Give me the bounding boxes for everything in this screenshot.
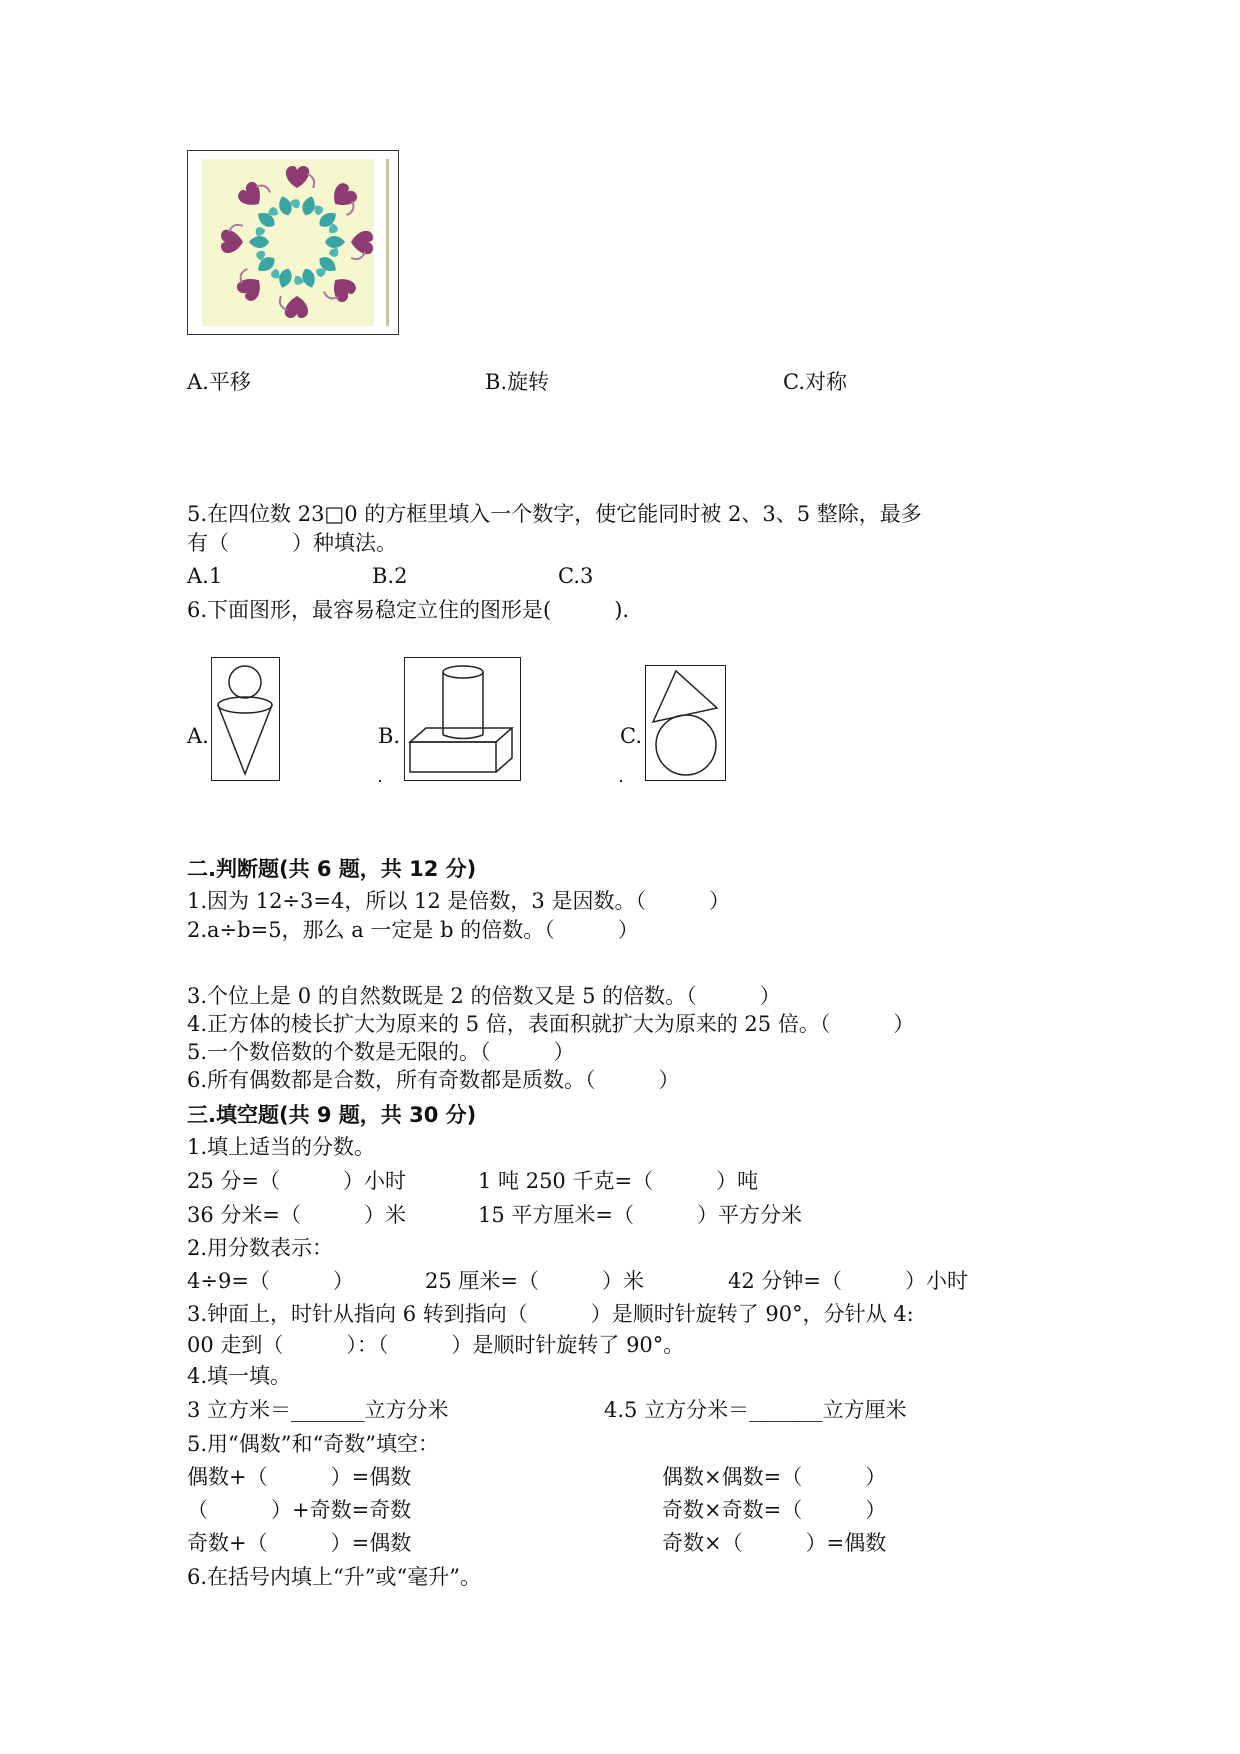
q5-option-c: C.3 — [558, 564, 594, 588]
fill-q5-l1: 偶数+（ ）=偶数 — [187, 1465, 412, 1489]
pattern-petal-outer — [327, 180, 363, 216]
fill-q5-title: 5.用“偶数”和“奇数”填空： — [187, 1432, 439, 1456]
q5-text-line2: 有（ ）种填法。 — [187, 531, 397, 555]
fill-q2-c3: 42 分钟=（ ）小时 — [728, 1269, 968, 1293]
pattern-petal-inner — [325, 236, 345, 257]
pattern-petal-outer — [280, 296, 308, 318]
fill-q1-r2c1: 36 分米=（ ）米 — [187, 1203, 406, 1227]
judge-item-6: 6.所有偶数都是合数，所有奇数都是质数。（ ） — [187, 1068, 680, 1092]
flower-ring-graphic — [188, 151, 398, 334]
judge-item-5: 5.一个数倍数的个数是无限的。（ ） — [187, 1040, 575, 1064]
pattern-petal-outer — [221, 225, 243, 253]
pattern-petal-inner — [300, 194, 326, 219]
fill-q2-c1: 4÷9=（ ） — [187, 1269, 354, 1293]
fill-q1-title: 1.填上适当的分数。 — [187, 1135, 376, 1159]
fill-q2-c2: 25 厘米=（ ）米 — [425, 1269, 644, 1293]
section2-heading: 二.判断题(共 6 题，共 12 分) — [187, 857, 477, 881]
option-c-symmetry: C.对称 — [783, 370, 847, 394]
shape-a-sphere-on-cone — [211, 657, 280, 781]
pattern-petal-outer — [351, 231, 373, 259]
option-b-rotation: B.旋转 — [485, 370, 550, 394]
q6-dot-b — [379, 780, 381, 782]
fill-q5-l3: 奇数+（ ）=偶数 — [187, 1531, 412, 1555]
q5-text-line1: 5.在四位数 23□0 的方框里填入一个数字，使它能同时被 2、3、5 整除，最多 — [187, 502, 922, 526]
pattern-petal-outer — [235, 176, 271, 212]
section3-heading: 三.填空题(共 9 题，共 30 分) — [187, 1103, 477, 1127]
fill-q5-l2: （ ）+奇数=奇数 — [187, 1498, 412, 1522]
fill-q4-title: 4.填一填。 — [187, 1364, 292, 1388]
q6-text: 6.下面图形，最容易稳定立住的图形是( ). — [187, 598, 630, 622]
fill-q5-r1: 偶数×偶数=（ ） — [662, 1465, 887, 1489]
q6-label-a: A. — [187, 724, 209, 748]
fill-q2-title: 2.用分数表示： — [187, 1236, 334, 1260]
pattern-petal-inner — [249, 227, 269, 248]
q5-option-b: B.2 — [372, 564, 408, 588]
fill-q1-r1c2: 1 吨 250 千克=（ ）吨 — [478, 1169, 759, 1193]
fill-q1-r1c1: 25 分=（ ）小时 — [187, 1169, 406, 1193]
fill-q5-r3: 奇数×（ ）=偶数 — [662, 1531, 887, 1555]
fill-q5-r2: 奇数×奇数=（ ） — [662, 1498, 887, 1522]
pattern-petal-outer — [286, 166, 314, 188]
fill-q4-c2: 4.5 立方分米＝_______立方厘米 — [604, 1398, 907, 1422]
fill-q3-line2: 00 走到（ ）：（ ）是顺时针旋转了 90°。 — [187, 1333, 685, 1357]
pattern-petal-inner — [268, 264, 294, 289]
pattern-petal-inner — [276, 192, 302, 217]
pattern-petal-outer — [231, 268, 267, 304]
fill-q1-r2c2: 15 平方厘米=（ ）平方分米 — [478, 1203, 802, 1227]
q6-label-b: B. — [378, 724, 401, 748]
shape-b-cylinder-on-box — [404, 657, 521, 781]
judge-item-1: 1.因为 12÷3=4，所以 12 是倍数，3 是因数。（ ） — [187, 889, 730, 913]
pattern-petal-inner — [291, 267, 317, 292]
fill-q3-line1: 3.钟面上，时针从指向 6 转到指向（ ）是顺时针旋转了 90°，分针从 4: — [187, 1302, 914, 1326]
judge-item-2: 2.a÷b=5，那么 a 一定是 b 的倍数。（ ） — [187, 918, 639, 942]
fill-q6-title: 6.在括号内填上“升”或“毫升”。 — [187, 1565, 481, 1589]
judge-item-4: 4.正方体的棱长扩大为原来的 5 倍，表面积就扩大为原来的 25 倍。（ ） — [187, 1012, 915, 1036]
judge-item-3: 3.个位上是 0 的自然数既是 2 的倍数又是 5 的倍数。（ ） — [187, 984, 781, 1008]
rotation-pattern-image — [187, 150, 399, 335]
q5-option-a: A.1 — [187, 564, 223, 588]
option-a-translation: A.平移 — [187, 370, 251, 394]
pattern-petal-outer — [323, 272, 359, 308]
q6-label-c: C. — [620, 724, 642, 748]
q6-dot-c — [620, 780, 622, 782]
fill-q4-c1: 3 立方米＝_______立方分米 — [187, 1398, 449, 1422]
shape-c-cone-on-sphere — [645, 665, 726, 781]
